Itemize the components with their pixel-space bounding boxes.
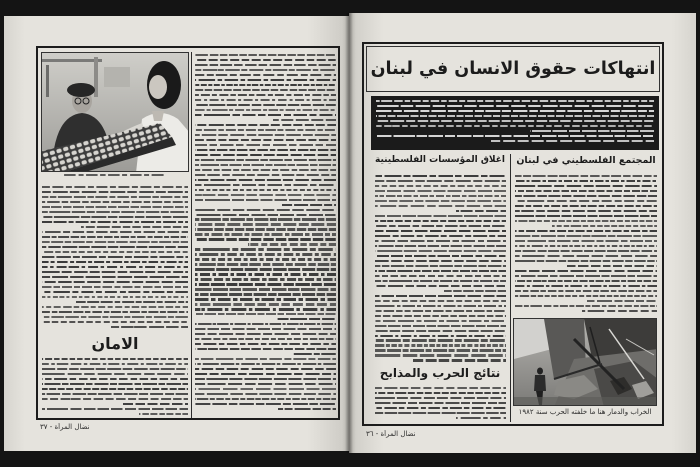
text-line (375, 200, 506, 202)
page-footer-left: نضال المرأة - ٣٧ (40, 423, 90, 431)
text-line (195, 363, 336, 365)
text-line (195, 358, 336, 360)
text-line (375, 402, 506, 404)
text-line (42, 236, 188, 238)
text-line (123, 403, 189, 405)
text-line (195, 333, 336, 335)
column-divider (191, 52, 192, 418)
text-line (282, 204, 336, 206)
text-line (195, 84, 336, 86)
column-divider (510, 154, 511, 422)
text-line (375, 285, 506, 287)
intro-text (376, 100, 654, 146)
text-line (515, 195, 657, 197)
text-line (515, 180, 657, 182)
body-text-column (42, 358, 188, 416)
text-line (195, 223, 336, 225)
text-line (278, 408, 336, 410)
text-line (195, 124, 336, 126)
text-line (515, 205, 657, 207)
text-line (81, 226, 188, 228)
text-line (42, 201, 188, 203)
text-line (515, 290, 657, 292)
text-line (582, 310, 657, 312)
text-line (375, 220, 506, 222)
section-heading-palestinian-community: المجتمع الفلسطيني في لبنان (516, 155, 656, 166)
text-line (42, 373, 188, 375)
text-line (375, 280, 506, 282)
text-line (42, 316, 188, 318)
text-line (515, 295, 657, 297)
text-line (42, 231, 188, 233)
text-line (42, 216, 188, 218)
title-box (366, 46, 660, 92)
text-line (195, 144, 336, 146)
photo-war-destruction-image (514, 319, 657, 406)
text-line (375, 397, 506, 399)
photo-caption: الخراب والدمار هنا ما خلفته الحرب سنة ١٩٨٢ (518, 408, 652, 416)
text-line (42, 398, 188, 400)
text-line (375, 230, 506, 232)
text-line (195, 378, 336, 380)
text-line (42, 388, 188, 390)
text-line (195, 278, 336, 280)
section-heading-closure-of-institutions: اغلاق المؤسسات الفلسطينية (375, 155, 505, 165)
text-line (42, 196, 188, 198)
text-line (42, 266, 188, 268)
text-line (567, 265, 657, 267)
text-line (515, 185, 657, 187)
text-line (375, 260, 506, 262)
text-line (42, 383, 188, 385)
text-line (195, 248, 336, 250)
page-footer-right: نضال المرأة - ٣٦ (366, 430, 416, 438)
text-line (195, 283, 336, 285)
text-line (42, 276, 188, 278)
text-line (42, 358, 188, 360)
text-line (195, 189, 336, 191)
text-line (195, 323, 336, 325)
text-line (195, 74, 336, 76)
text-line (195, 89, 336, 91)
text-line (42, 261, 188, 263)
text-line (195, 214, 336, 216)
text-line (195, 199, 336, 201)
text-line (195, 273, 336, 275)
text-line (195, 343, 336, 345)
text-line (111, 326, 188, 328)
text-line (42, 256, 188, 258)
text-line (195, 348, 336, 350)
text-line (375, 325, 506, 327)
text-line (515, 215, 657, 217)
photo-women-workers-image (42, 53, 189, 172)
text-line (42, 281, 188, 283)
text-line (376, 110, 654, 112)
text-line (195, 373, 336, 375)
text-line (195, 388, 336, 390)
text-line (515, 260, 657, 262)
text-line (195, 263, 336, 265)
text-line (42, 306, 188, 308)
body-text-column (195, 54, 336, 416)
text-line (515, 280, 657, 282)
text-line (515, 275, 657, 277)
text-line (515, 235, 657, 237)
text-line (375, 300, 506, 302)
text-line (195, 268, 336, 270)
text-line (42, 393, 188, 395)
text-line (42, 186, 188, 188)
text-line (42, 321, 188, 323)
text-line (195, 174, 336, 176)
text-line (42, 241, 188, 243)
text-line (375, 265, 506, 267)
text-line (375, 190, 506, 192)
text-line (195, 59, 336, 61)
text-line (64, 174, 166, 176)
text-line (195, 398, 336, 400)
text-line (376, 120, 654, 122)
text-line (195, 293, 336, 295)
text-line (515, 210, 657, 212)
text-line (273, 119, 336, 121)
text-line (413, 359, 506, 361)
text-line (444, 290, 506, 292)
center-fold (345, 13, 353, 453)
text-line (376, 105, 654, 107)
text-line (195, 104, 336, 106)
text-line (195, 328, 336, 330)
text-line (195, 69, 336, 71)
text-line (375, 344, 506, 346)
text-line (42, 286, 188, 288)
text-line (375, 270, 506, 272)
text-line (376, 115, 654, 117)
body-text-column (42, 186, 188, 332)
text-line (515, 270, 657, 272)
text-line (195, 54, 336, 56)
text-line (375, 250, 506, 252)
text-line (42, 246, 188, 248)
text-line (375, 295, 506, 297)
text-line (515, 305, 657, 307)
text-line (375, 354, 506, 356)
text-line (195, 288, 336, 290)
text-line (42, 378, 188, 380)
text-line (195, 393, 336, 395)
text-line (195, 253, 336, 255)
text-line (375, 215, 506, 217)
text-line (515, 175, 657, 177)
text-line (42, 363, 188, 365)
text-line (42, 211, 188, 213)
text-line (376, 135, 654, 137)
text-line (375, 310, 506, 312)
text-line (375, 255, 506, 257)
text-line (375, 407, 506, 409)
text-line (42, 311, 188, 313)
text-line (375, 175, 506, 177)
text-line (195, 179, 336, 181)
text-line (515, 220, 657, 222)
text-line (491, 140, 654, 142)
text-line (42, 191, 188, 193)
text-line (195, 109, 336, 111)
text-line (195, 303, 336, 305)
text-line (375, 185, 506, 187)
text-line (515, 285, 657, 287)
text-line (42, 291, 188, 293)
text-line (195, 383, 336, 385)
photo-caption-left-page (42, 174, 188, 180)
text-line (195, 233, 336, 235)
text-line (375, 225, 506, 227)
text-line (195, 403, 336, 405)
text-line (376, 100, 654, 102)
text-line (375, 245, 506, 247)
text-line (515, 240, 657, 242)
text-line (195, 154, 336, 156)
text-line (552, 225, 657, 227)
text-line (42, 296, 188, 298)
text-line (515, 250, 657, 252)
text-line (375, 275, 506, 277)
text-line (375, 305, 506, 307)
text-line (195, 169, 336, 171)
text-line (195, 114, 336, 116)
body-text-column (375, 387, 506, 420)
text-line (292, 353, 336, 355)
text-line (586, 300, 657, 302)
text-line (42, 408, 188, 410)
section-heading-war-results: نتائج الحرب والمذابح (379, 366, 501, 380)
text-line (375, 392, 506, 394)
text-line (195, 164, 336, 166)
text-line (375, 320, 506, 322)
text-line (195, 99, 336, 101)
text-line (195, 218, 336, 220)
photo-war-destruction (513, 318, 657, 406)
text-line (195, 79, 336, 81)
text-line (515, 190, 657, 192)
text-line (530, 130, 654, 132)
section-heading-security: الامان (91, 334, 139, 353)
text-line (195, 338, 336, 340)
text-line (195, 238, 336, 240)
text-line (42, 206, 188, 208)
text-line (195, 228, 336, 230)
text-line (375, 315, 506, 317)
text-line (375, 330, 506, 332)
text-line (76, 301, 188, 303)
text-line (375, 412, 506, 414)
text-line (375, 240, 506, 242)
text-line (42, 221, 188, 223)
text-line (42, 251, 188, 253)
text-line (195, 209, 336, 211)
text-line (515, 245, 657, 247)
article-title: انتهاكات حقوق الانسان في لبنان (370, 59, 656, 79)
text-line (375, 349, 506, 351)
text-line (376, 125, 654, 127)
text-line (195, 258, 336, 260)
text-line (195, 159, 336, 161)
text-line (277, 318, 336, 320)
text-line (42, 271, 188, 273)
text-line (195, 313, 336, 315)
text-line (515, 255, 657, 257)
photo-women-workers (41, 52, 189, 172)
text-line (195, 94, 336, 96)
text-line (195, 64, 336, 66)
body-text-column (375, 175, 506, 363)
text-line (515, 230, 657, 232)
text-line (375, 387, 506, 389)
text-line (195, 149, 336, 151)
text-line (456, 417, 506, 419)
text-line (195, 194, 336, 196)
text-line (195, 134, 336, 136)
text-line (375, 335, 506, 337)
text-line (375, 180, 506, 182)
text-line (248, 243, 336, 245)
text-line (139, 413, 188, 415)
text-line (375, 205, 506, 207)
text-line (375, 339, 506, 341)
text-line (195, 139, 336, 141)
text-line (375, 195, 506, 197)
text-line (195, 129, 336, 131)
text-line (456, 210, 506, 212)
text-line (195, 184, 336, 186)
text-line (375, 235, 506, 237)
body-text-column (515, 175, 657, 315)
text-line (42, 368, 188, 370)
text-line (195, 308, 336, 310)
text-line (195, 298, 336, 300)
text-line (195, 368, 336, 370)
intro-box (371, 96, 659, 150)
text-line (515, 200, 657, 202)
